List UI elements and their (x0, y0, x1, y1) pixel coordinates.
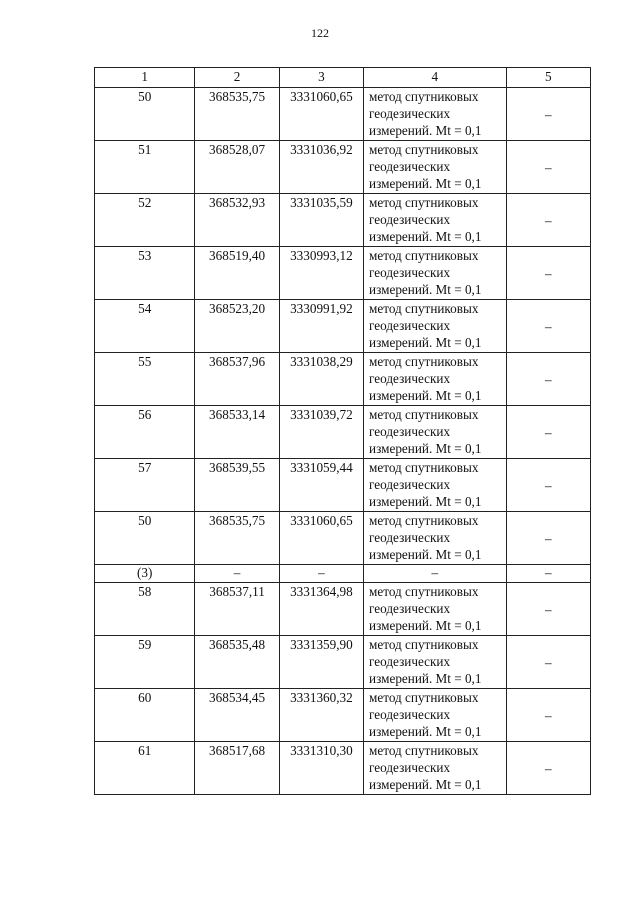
method-line: метод спутниковых (369, 460, 479, 475)
column5-value: – (506, 689, 590, 742)
method-line: геодезических (369, 654, 451, 669)
method-line: измерений. Mt = 0,1 (369, 777, 482, 792)
method-line: метод спутниковых (369, 513, 479, 528)
coordinate-x: 368537,96 (195, 353, 279, 406)
method-line: измерений. Mt = 0,1 (369, 123, 482, 138)
point-number: 60 (95, 689, 195, 742)
coordinate-x: 368533,14 (195, 406, 279, 459)
method-cell (364, 141, 507, 194)
method-cell (364, 636, 507, 689)
method-cell (364, 459, 507, 512)
method-line: измерений. Mt = 0,1 (369, 335, 482, 350)
point-number: 61 (95, 742, 195, 795)
coordinate-x: 368519,40 (195, 247, 279, 300)
page-number: 122 (311, 26, 329, 40)
method-cell (364, 583, 507, 636)
coordinate-x: 368535,75 (195, 512, 279, 565)
point-number: 55 (95, 353, 195, 406)
method-line: геодезических (369, 477, 451, 492)
method-line: геодезических (369, 106, 451, 121)
coordinate-y: 3331310,30 (279, 742, 363, 795)
method-cell (364, 194, 507, 247)
method-line: метод спутниковых (369, 142, 479, 157)
method-line: метод спутниковых (369, 195, 479, 210)
table-row (95, 459, 591, 512)
method-line: геодезических (369, 265, 451, 280)
table-row (95, 689, 591, 742)
method-line: геодезических (369, 371, 451, 386)
coordinate-y: 3331060,65 (279, 512, 363, 565)
coordinate-y: 3331038,29 (279, 353, 363, 406)
method-cell (364, 512, 507, 565)
method-line: геодезических (369, 760, 451, 775)
contour-label: (3) (95, 565, 195, 583)
column5-value: – (506, 88, 590, 141)
method-line: метод спутниковых (369, 690, 479, 705)
method-line: измерений. Mt = 0,1 (369, 282, 482, 297)
method-line: измерений. Mt = 0,1 (369, 229, 482, 244)
table-header-row (95, 68, 591, 88)
point-number: 54 (95, 300, 195, 353)
coordinate-x: 368528,07 (195, 141, 279, 194)
coordinate-x: 368534,45 (195, 689, 279, 742)
method-line: геодезических (369, 707, 451, 722)
point-number: 50 (95, 88, 195, 141)
method-cell (364, 742, 507, 795)
column5-value: – (506, 512, 590, 565)
method-line: метод спутниковых (369, 743, 479, 758)
separator-dash: – (195, 565, 279, 583)
point-number: 57 (95, 459, 195, 512)
column5-value: – (506, 141, 590, 194)
method-line: геодезических (369, 159, 451, 174)
table-row (95, 194, 591, 247)
method-line: измерений. Mt = 0,1 (369, 547, 482, 562)
table-row (95, 353, 591, 406)
coordinate-y: 3331035,59 (279, 194, 363, 247)
coordinate-x: 368537,11 (195, 583, 279, 636)
table-row (95, 512, 591, 565)
coordinate-y: 3330993,12 (279, 247, 363, 300)
table-row (95, 88, 591, 141)
coordinate-x: 368535,75 (195, 88, 279, 141)
method-cell (364, 689, 507, 742)
column5-value: – (506, 247, 590, 300)
table-row (95, 141, 591, 194)
table-row (95, 406, 591, 459)
method-line: измерений. Mt = 0,1 (369, 176, 482, 191)
coordinate-y: 3331359,90 (279, 636, 363, 689)
point-number: 58 (95, 583, 195, 636)
method-line: метод спутниковых (369, 248, 479, 263)
coordinate-y: 3331036,92 (279, 141, 363, 194)
point-number: 50 (95, 512, 195, 565)
method-line: метод спутниковых (369, 89, 479, 104)
method-line: метод спутниковых (369, 584, 479, 599)
contour-separator-row (95, 565, 591, 583)
column-header: 4 (364, 68, 507, 88)
method-line: измерений. Mt = 0,1 (369, 618, 482, 633)
coordinate-x: 368523,20 (195, 300, 279, 353)
method-line: метод спутниковых (369, 354, 479, 369)
column5-value: – (506, 742, 590, 795)
column5-value: – (506, 583, 590, 636)
table-row (95, 636, 591, 689)
coordinate-x: 368517,68 (195, 742, 279, 795)
point-number: 51 (95, 141, 195, 194)
column-header: 5 (506, 68, 590, 88)
method-cell (364, 88, 507, 141)
method-line: геодезических (369, 424, 451, 439)
column5-value: – (506, 636, 590, 689)
coordinate-y: 3330991,92 (279, 300, 363, 353)
separator-dash: – (506, 565, 590, 583)
method-line: измерений. Mt = 0,1 (369, 388, 482, 403)
column-header: 1 (95, 68, 195, 88)
table-row (95, 742, 591, 795)
table-row (95, 583, 591, 636)
point-number: 56 (95, 406, 195, 459)
coordinate-y: 3331060,65 (279, 88, 363, 141)
column5-value: – (506, 194, 590, 247)
method-cell (364, 247, 507, 300)
method-cell (364, 353, 507, 406)
column5-value: – (506, 406, 590, 459)
method-line: измерений. Mt = 0,1 (369, 494, 482, 509)
method-line: геодезических (369, 530, 451, 545)
method-cell (364, 406, 507, 459)
column5-value: – (506, 353, 590, 406)
method-line: измерений. Mt = 0,1 (369, 724, 482, 739)
coordinate-y: 3331059,44 (279, 459, 363, 512)
table-row (95, 247, 591, 300)
coordinate-x: 368535,48 (195, 636, 279, 689)
method-line: метод спутниковых (369, 637, 479, 652)
method-line: измерений. Mt = 0,1 (369, 441, 482, 456)
column-header: 3 (279, 68, 363, 88)
method-line: метод спутниковых (369, 407, 479, 422)
coordinate-y: 3331039,72 (279, 406, 363, 459)
method-line: геодезических (369, 318, 451, 333)
coordinates-table (94, 67, 591, 795)
column5-value: – (506, 459, 590, 512)
method-line: измерений. Mt = 0,1 (369, 671, 482, 686)
table-row (95, 300, 591, 353)
column5-value: – (506, 300, 590, 353)
point-number: 53 (95, 247, 195, 300)
coordinate-x: 368539,55 (195, 459, 279, 512)
method-line: геодезических (369, 212, 451, 227)
coordinate-x: 368532,93 (195, 194, 279, 247)
method-line: метод спутниковых (369, 301, 479, 316)
column-header: 2 (195, 68, 279, 88)
point-number: 59 (95, 636, 195, 689)
coordinate-y: 3331360,32 (279, 689, 363, 742)
point-number: 52 (95, 194, 195, 247)
separator-dash: – (364, 565, 507, 583)
method-line: геодезических (369, 601, 451, 616)
method-cell (364, 300, 507, 353)
separator-dash: – (279, 565, 363, 583)
coordinate-y: 3331364,98 (279, 583, 363, 636)
